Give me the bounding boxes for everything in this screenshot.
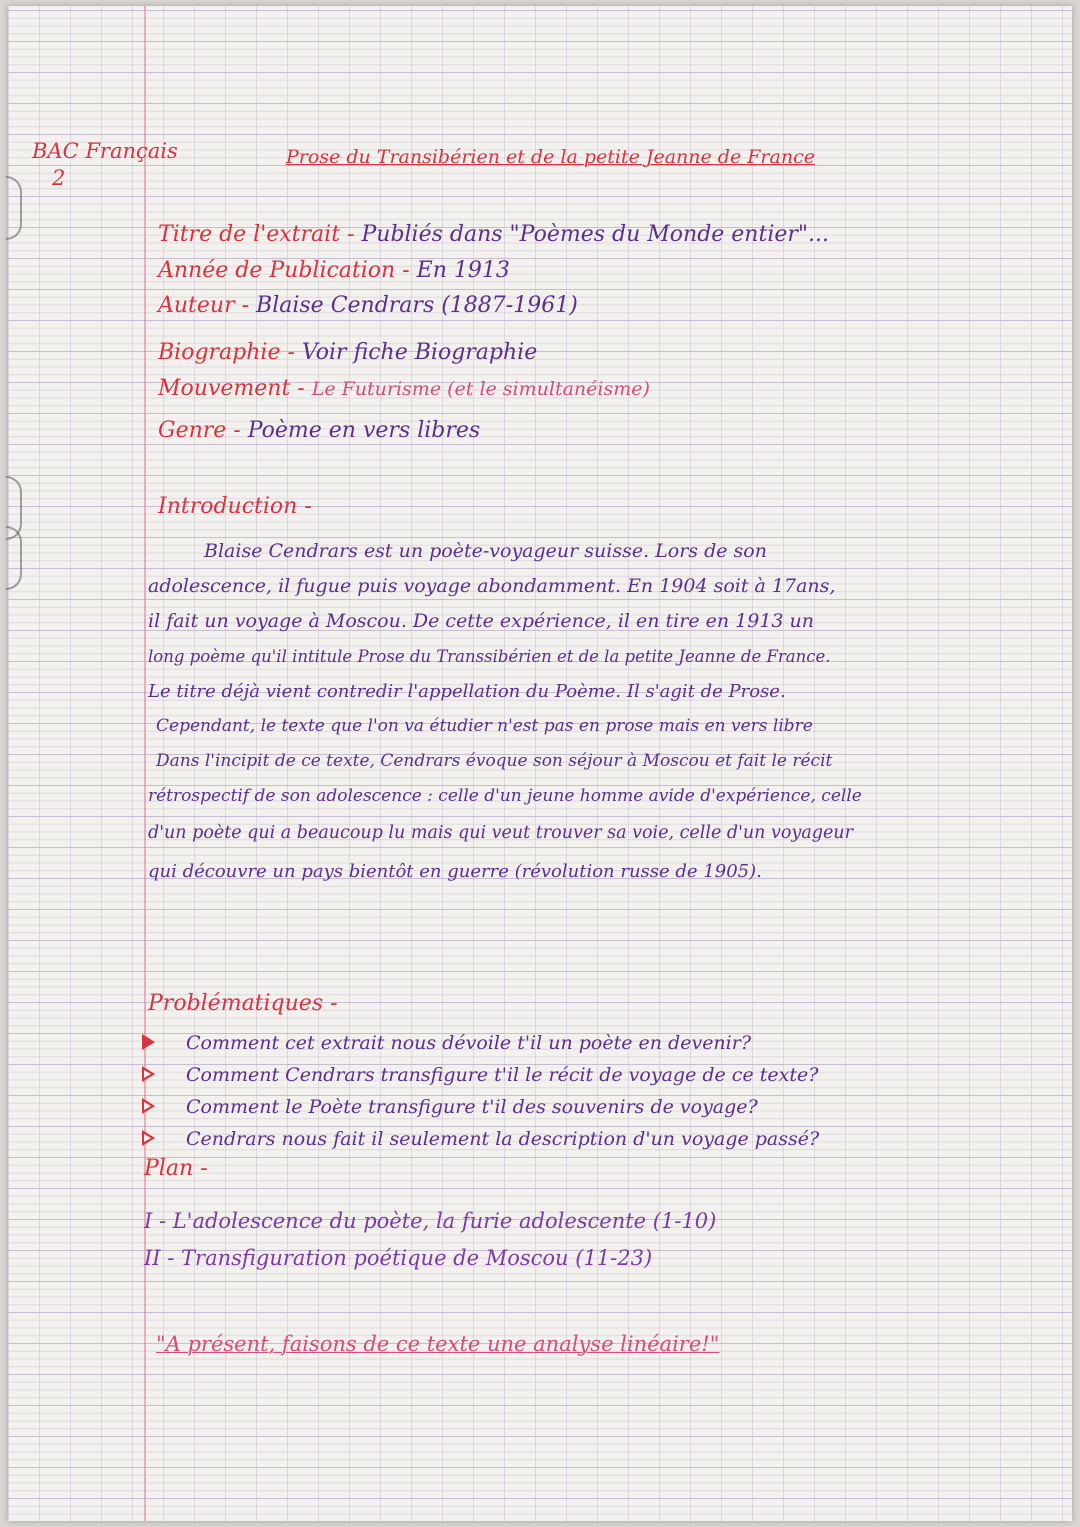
- field-label: Biographie: [158, 340, 281, 365]
- closing-sentence: "A présent, faisons de ce texte une analyse linéaire!": [156, 1332, 720, 1356]
- intro-line: Dans l'incipit de ce texte, Cendrars évoque son séjour à Moscou et fait le récit: [156, 751, 833, 771]
- field-row: Titre de l'extrait - Publiés dans "Poèmes du Monde entier"...: [158, 222, 829, 247]
- intro-line: Blaise Cendrars est un poète-voyageur suisse. Lors de son: [204, 540, 767, 562]
- document-title: Prose du Transibérien et de la petite Jeanne de France: [286, 146, 815, 168]
- field-value: Publiés dans "Poèmes du Monde entier"...: [361, 222, 829, 247]
- intro-line: Le titre déjà vient contredir l'appellation du Poème. Il s'agit de Prose.: [148, 681, 786, 702]
- notebook-page: [8, 6, 1072, 1521]
- field-row: Genre - Poème en vers libres: [158, 418, 481, 443]
- field-label: Mouvement: [158, 376, 291, 401]
- bullet-outline-triangle-icon: [142, 1098, 155, 1114]
- subject-number: 2: [52, 166, 66, 190]
- field-value: Poème en vers libres: [247, 418, 481, 443]
- plan-item: II - Transfiguration poétique de Moscou (11-23): [144, 1246, 653, 1270]
- intro-line: adolescence, il fugue puis voyage abondamment. En 1904 soit à 17ans,: [148, 575, 836, 597]
- problematique-item: Comment le Poète transfigure t'il des souvenirs de voyage?: [186, 1096, 758, 1118]
- intro-line: il fait un voyage à Moscou. De cette expérience, il en tire en 1913 un: [148, 610, 815, 632]
- field-label: Année de Publication: [158, 258, 396, 283]
- binder-hole: [6, 526, 22, 590]
- field-row: Année de Publication - En 1913: [158, 258, 510, 283]
- field-value: Voir fiche Biographie: [301, 340, 538, 365]
- field-row: Biographie - Voir fiche Biographie: [158, 340, 538, 365]
- field-label: Titre de l'extrait: [158, 222, 341, 247]
- problematique-item: Cendrars nous fait il seulement la description d'un voyage passé?: [186, 1128, 820, 1150]
- field-value: Blaise Cendrars (1887-1961): [256, 293, 578, 318]
- problematiques-heading: Problématiques -: [148, 991, 338, 1016]
- plan-item: I - L'adolescence du poète, la furie adolescente (1-10): [144, 1209, 717, 1233]
- intro-line: rétrospectif de son adolescence : celle d'un jeune homme avide d'expérience, celle: [148, 786, 862, 806]
- plan-heading: Plan -: [144, 1156, 208, 1181]
- bullet-outline-triangle-icon: [142, 1066, 155, 1082]
- intro-line: long poème qu'il intitule Prose du Transsibérien et de la petite Jeanne de France.: [148, 647, 831, 666]
- problematique-item: Comment Cendrars transfigure t'il le récit de voyage de ce texte?: [186, 1064, 819, 1086]
- subject-label: BAC Français: [32, 139, 178, 163]
- bullet-outline-triangle-icon: [142, 1130, 155, 1146]
- field-row: Mouvement - Le Futurisme (et le simultanéisme): [158, 376, 650, 401]
- intro-line: qui découvre un pays bientôt en guerre (révolution russe de 1905).: [148, 861, 762, 882]
- field-label: Auteur: [158, 293, 235, 318]
- margin-line: [144, 6, 146, 1521]
- field-label: Genre: [158, 418, 227, 443]
- bullet-filled-triangle-icon: [142, 1034, 155, 1050]
- field-value: En 1913: [416, 258, 510, 283]
- binder-hole: [6, 176, 22, 240]
- problematique-item: Comment cet extrait nous dévoile t'il un poète en devenir?: [186, 1032, 752, 1054]
- field-value: Le Futurisme (et le simultanéisme): [311, 378, 650, 400]
- intro-line: Cependant, le texte que l'on va étudier n'est pas en prose mais en vers libre: [156, 716, 813, 736]
- field-row: Auteur - Blaise Cendrars (1887-1961): [158, 293, 578, 318]
- intro-line: d'un poète qui a beaucoup lu mais qui veut trouver sa voie, celle d'un voyageur: [148, 823, 853, 843]
- introduction-heading: Introduction -: [158, 494, 312, 519]
